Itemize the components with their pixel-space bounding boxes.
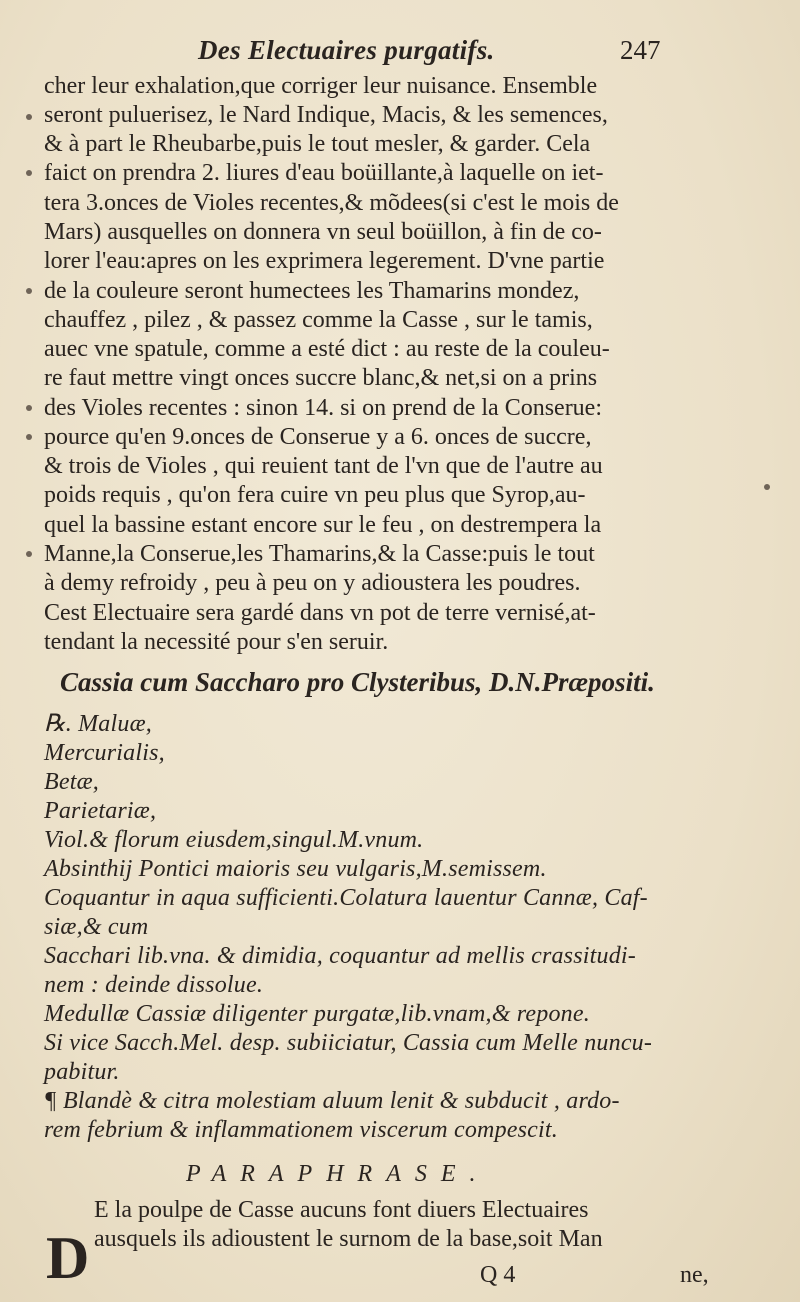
text-line: seront puluerisez, le Nard Indique, Macis, & les semences, [44, 102, 608, 128]
margin-dot [26, 170, 32, 176]
page-header [0, 35, 800, 69]
recipe-line: rem febrium & inflammationem viscerum compescit. [44, 1117, 558, 1143]
text-line: quel la bassine estant encore sur le feu , on destrempera la [44, 512, 602, 538]
text-line: pource qu'en 9.onces de Conserue y a 6. onces de succre, [44, 424, 592, 450]
recipe-line: Parietariæ, [44, 798, 157, 824]
text-line: & trois de Violes , qui reuient tant de l'vn que de l'autre au [44, 453, 603, 479]
recipe-line: Medullæ Cassiæ diligenter purgatæ,lib.vnam,& repone. [44, 1001, 590, 1027]
margin-dot [26, 405, 32, 411]
recipe-line: Mercurialis, [44, 740, 165, 766]
text-line: Cest Electuaire sera gardé dans vn pot de terre vernisé,at- [44, 600, 596, 626]
running-title: Des Electuaires purgatifs. [198, 35, 495, 65]
paraphrase-heading: PARAPHRASE. [186, 1161, 490, 1187]
margin-dot [26, 434, 32, 440]
recipe-line: Absinthij Pontici maioris seu vulgaris,M.semissem. [44, 856, 547, 882]
recipe-line: nem : deinde dissolue. [44, 972, 264, 998]
text-line: Mars) ausquelles on donnera vn seul boüillon, à fin de co- [44, 219, 602, 245]
text-line: à demy refroidy , peu à peu on y adioustera les poudres. [44, 570, 581, 596]
text-line: tera 3.onces de Violes recentes,& mõdees(si c'est le mois de [44, 190, 619, 216]
margin-dot [26, 114, 32, 120]
recipe-line: Si vice Sacch.Mel. desp. subiiciatur, Cassia cum Melle nuncu- [44, 1030, 653, 1056]
text-line: Manne,la Conserue,les Thamarins,& la Casse:puis le tout [44, 541, 595, 567]
text-line: & à part le Rheubarbe,puis le tout mesler, & garder. Cela [44, 131, 591, 157]
signature-mark: Q 4 [480, 1262, 516, 1288]
recipe-line: Betæ, [44, 769, 99, 795]
text-line: des Violes recentes : sinon 14. si on prend de la Conserue: [44, 395, 602, 421]
recipe-line: Sacchari lib.vna. & dimidia, coquantur ad mellis crassitudi- [44, 943, 636, 969]
recipe-line: ¶ Blandè & citra molestiam aluum lenit & subducit , ardo- [44, 1088, 620, 1114]
margin-dot [764, 484, 770, 490]
catchword: ne, [680, 1262, 709, 1288]
recipe-line: siæ,& cum [44, 914, 149, 940]
page-number: 247 [620, 35, 661, 65]
text-line: chauffez , pilez , & passez comme la Casse , sur le tamis, [44, 307, 593, 333]
text-line: poids requis , qu'on fera cuire vn peu plus que Syrop,au- [44, 482, 586, 508]
recipe-title: Cassia cum Saccharo pro Clysteribus, D.N.Præpositi. [60, 667, 655, 697]
margin-dot [26, 288, 32, 294]
drop-cap: D [46, 1225, 90, 1291]
recipe-line: pabitur. [44, 1059, 120, 1085]
paraphrase-line: ausquels ils adioustent le surnom de la base,soit Man [94, 1226, 603, 1252]
text-line: auec vne spatule, comme a esté dict : au reste de la couleu- [44, 336, 610, 362]
recipe-line: ℞. Maluæ, [44, 711, 152, 737]
text-line: tendant la necessité pour s'en seruir. [44, 629, 389, 655]
text-line: faict on prendra 2. liures d'eau boüillante,à laquelle on iet- [44, 160, 604, 186]
text-line: lorer l'eau:apres on les exprimera legerement. D'vne partie [44, 248, 605, 274]
text-line: re faut mettre vingt onces succre blanc,& net,si on a prins [44, 365, 598, 391]
text-line: de la couleure seront humectees les Thamarins mondez, [44, 278, 580, 304]
text-line: cher leur exhalation,que corriger leur nuisance. Ensemble [44, 73, 598, 99]
recipe-line: Coquantur in aqua sufficienti.Colatura lauentur Cannæ, Caf- [44, 885, 648, 911]
recipe-line: Viol.& florum eiusdem,singul.M.vnum. [44, 827, 424, 853]
paraphrase-line: E la poulpe de Casse aucuns font diuers Electuaires [94, 1197, 589, 1223]
margin-dot [26, 551, 32, 557]
